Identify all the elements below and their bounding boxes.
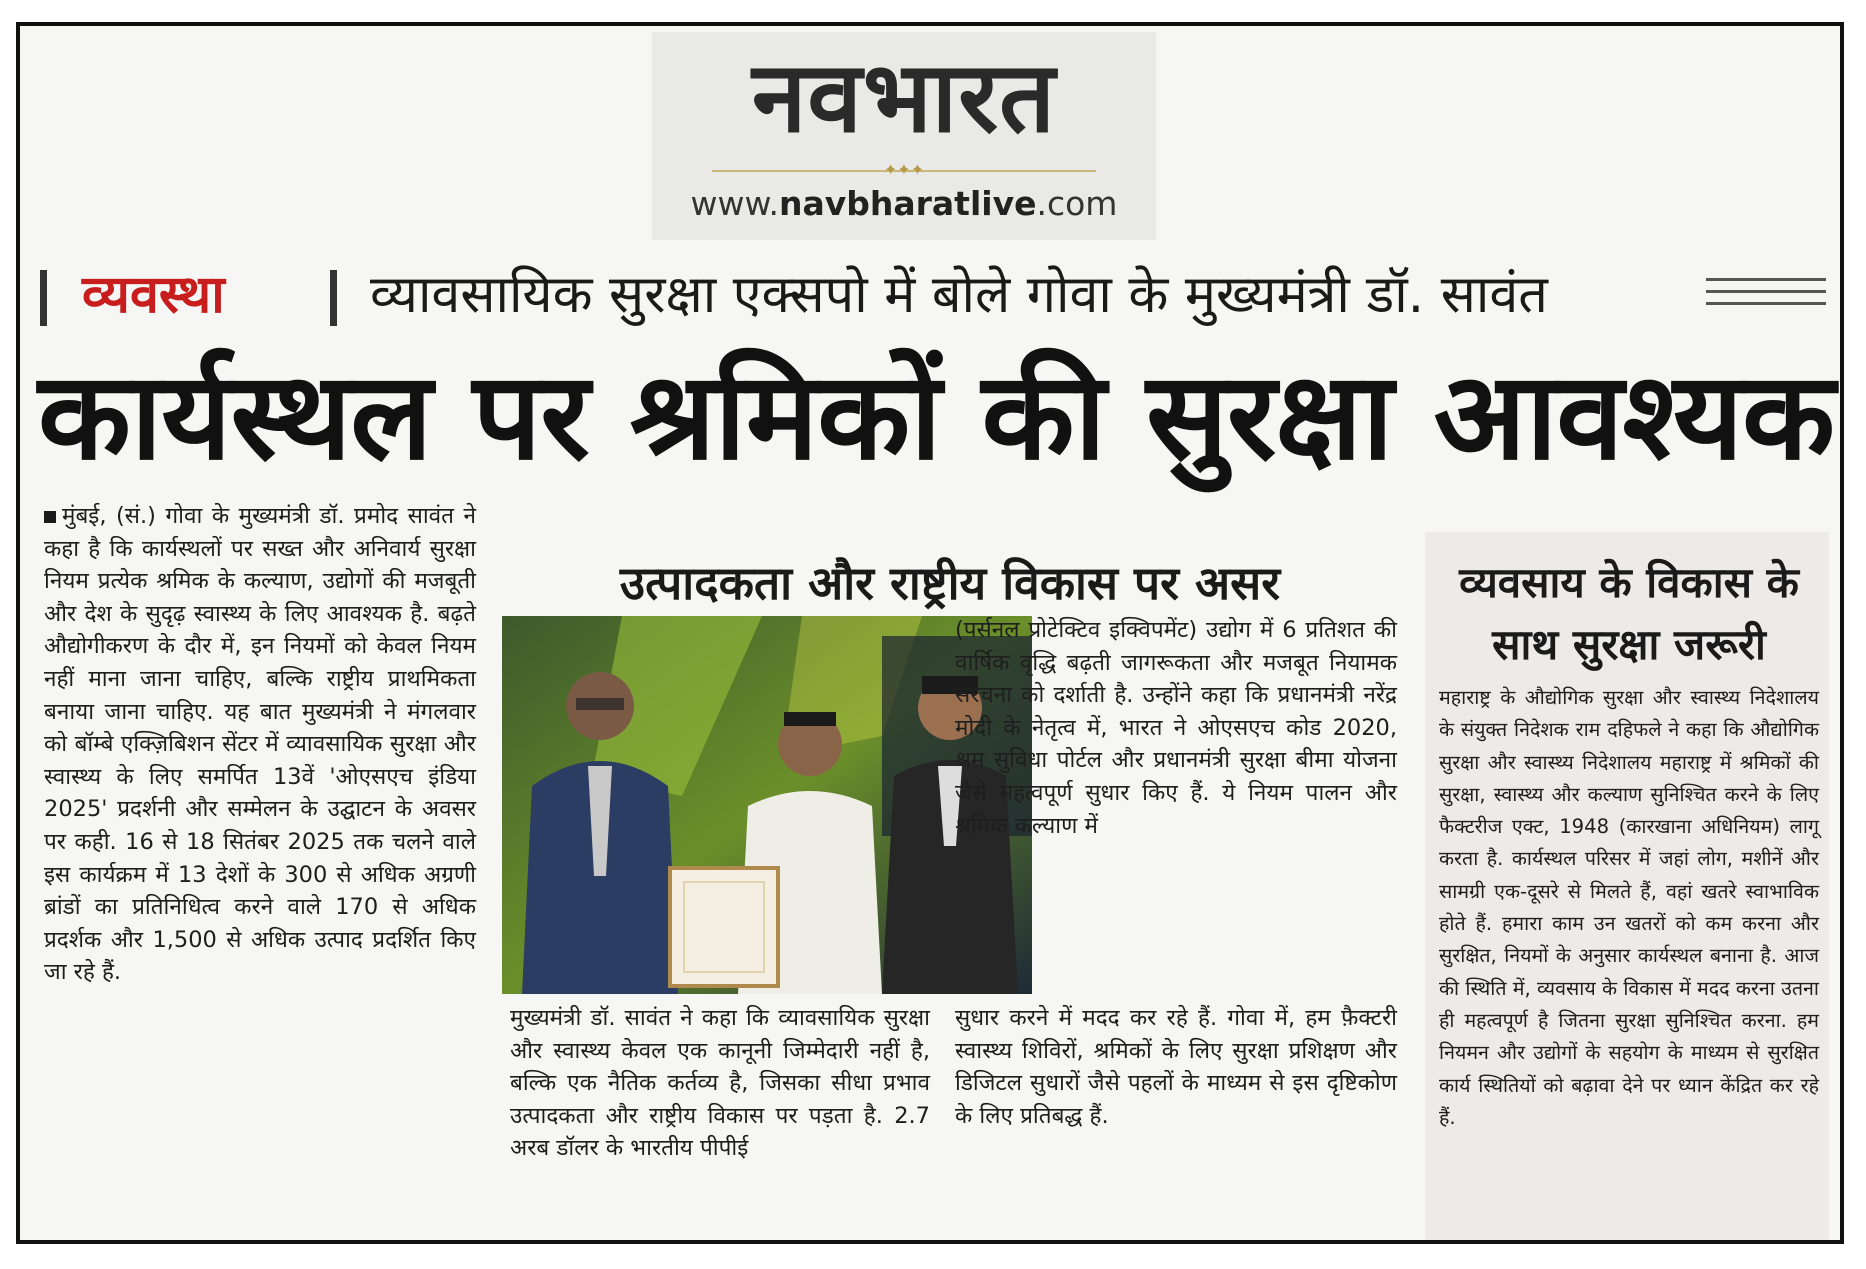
masthead-url (652, 184, 1156, 223)
bullet-icon (44, 511, 56, 523)
article-column-3: (पर्सनल प्रोटेक्टिव इक्विपमेंट) उद्योग में 6 प्रतिशत की वार्षिक वृद्धि बढ़ती जागरूकता और मजबूत नियामक संरचना को दर्शाती है. उन्होंने कहा कि प्रधानमंत्री नरेंद्र मोदी के नेतृत्व में, भारत ने ओएसएच कोड 2020, श्रम सुविधा पोर्टल और प्रधानमंत्री सुरक्षा बीमा योजना जैसे महत्वपूर्ण सुधार किए हैं. ये नियम पालन और श्रमिक कल्याण में (955, 617, 1397, 839)
subheadline: उत्पादकता और राष्ट्रीय विकास पर असर (619, 556, 1281, 610)
kicker-tag: व्यवस्था (82, 265, 225, 325)
column-1-text: मुंबई, (सं.) गोवा के मुख्यमंत्री डॉ. प्रमोद सावंत ने कहा है कि कार्यस्थलों पर सख्त और अनिवार्य सुरक्षा नियम प्रत्येक श्रमिक के कल्याण, उद्योगों की मजबूती और देश के सुदृढ़ स्वास्थ्य के लिए आवश्यक है. बढ़ते औद्योगीकरण के दौर में, इन नियमों को केवल नियम नहीं माना जाना चाहिए, बल्कि राष्ट्रीय प्राथमिकता बनाया जाना चाहिए. यह बात मुख्यमंत्री ने मंगलवार को बॉम्बे एक्ज़िबिशन सेंटर में व्यावसायिक सुरक्षा और स्वास्थ्य के लिए समर्पित 13वें 'ओएसएच इंडिया 2025' प्रदर्शनी और सम्मेलन के उद्घाटन के अवसर पर कही. 16 से 18 सितंबर 2025 तक चलने वाले इस कार्यक्रम में 13 देशों के 300 से अधिक अग्रणी ब्रांडों का प्रतिनिधित्व करने वाले 170 से अधिक प्रदर्शक और 1,500 से अधिक उत्पाद प्रदर्शित किए जा रहे हैं. (44, 503, 476, 986)
url-suffix: .com (1036, 184, 1118, 223)
sidebar-body: महाराष्ट्र के औद्योगिक सुरक्षा और स्वास्थ्य निदेशालय के संयुक्त निदेशक राम दहिफले ने कहा कि औद्योगिक सुरक्षा और स्वास्थ्य निदेशालय महाराष्ट्र में श्रमिकों की सुरक्षा, स्वास्थ्य और कल्याण सुनिश्चित करने के लिए फैक्टरीज एक्ट, 1948 (कारखाना अधिनियम) लागू करता है. कार्यस्थल परिसर में जहां लोग, मशीनें और सामग्री एक-दूसरे से मिलते हैं, वहां खतरे स्वाभाविक होते हैं. हमारा काम उन खतरों को कम करना और सुरक्षित, नियमों के अनुसार कार्यस्थल बनाना है. आज की स्थिति में, व्यवसाय के विकास में मदद करना उतना ही महत्वपूर्ण है जितना सुरक्षा सुनिश्चित करना. हम नियमन और उद्योगों के सहयोग के माध्यम से सुरक्षित कार्य स्थितियों को बढ़ावा देने पर ध्यान केंद्रित कर रहे हैं. (1439, 686, 1819, 1129)
masthead-ornament: ✦✦✦ (883, 160, 925, 179)
main-headline: कार्यस्थल पर श्रमिकों की सुरक्षा आवश्यक (38, 346, 1835, 487)
kicker-row (40, 258, 1826, 334)
article-column-2: मुख्यमंत्री डॉ. सावंत ने कहा कि व्यावसायिक सुरक्षा और स्वास्थ्य केवल एक कानूनी जिम्मेदारी नहीं है, बल्कि एक नैतिक कर्तव्य है, जिसका सीधा प्रभाव उत्पादकता और राष्ट्रीय विकास पर पड़ता है. 2.7 अरब डॉलर के भारतीय पीपीई (510, 1005, 930, 1162)
url-prefix: www. (690, 184, 779, 223)
kicker-bar-right (330, 270, 337, 326)
award-photo-illustration (502, 616, 1032, 994)
kicker-bar-left (40, 270, 47, 326)
url-brand: navbharatlive (778, 184, 1037, 223)
article-column-1 (44, 500, 476, 989)
masthead-title: नवभारत (751, 41, 1057, 155)
kicker-text: व्यावसायिक सुरक्षा एक्सपो में बोले गोवा के मुख्यमंत्री डॉ. सावंत (370, 265, 1548, 325)
sidebar-headline: व्यवसाय के विकास के साथ सुरक्षा जरूरी (1459, 558, 1799, 669)
event-photo (502, 616, 1032, 994)
sidebar-box (1425, 532, 1829, 1242)
masthead (652, 32, 1156, 240)
article-column-3-continued: सुधार करने में मदद कर रहे हैं. गोवा में, हम फ़ैक्टरी स्वास्थ्य शिविरों, श्रमिकों के लिए सुरक्षा प्रशिक्षण और डिजिटल सुधारों जैसे पहलों के माध्यम से इस दृष्टिकोण के लिए प्रतिबद्ध हैं. (955, 1005, 1397, 1129)
newspaper-clipping (16, 22, 1844, 1244)
kicker-rule-lines (1706, 278, 1826, 318)
